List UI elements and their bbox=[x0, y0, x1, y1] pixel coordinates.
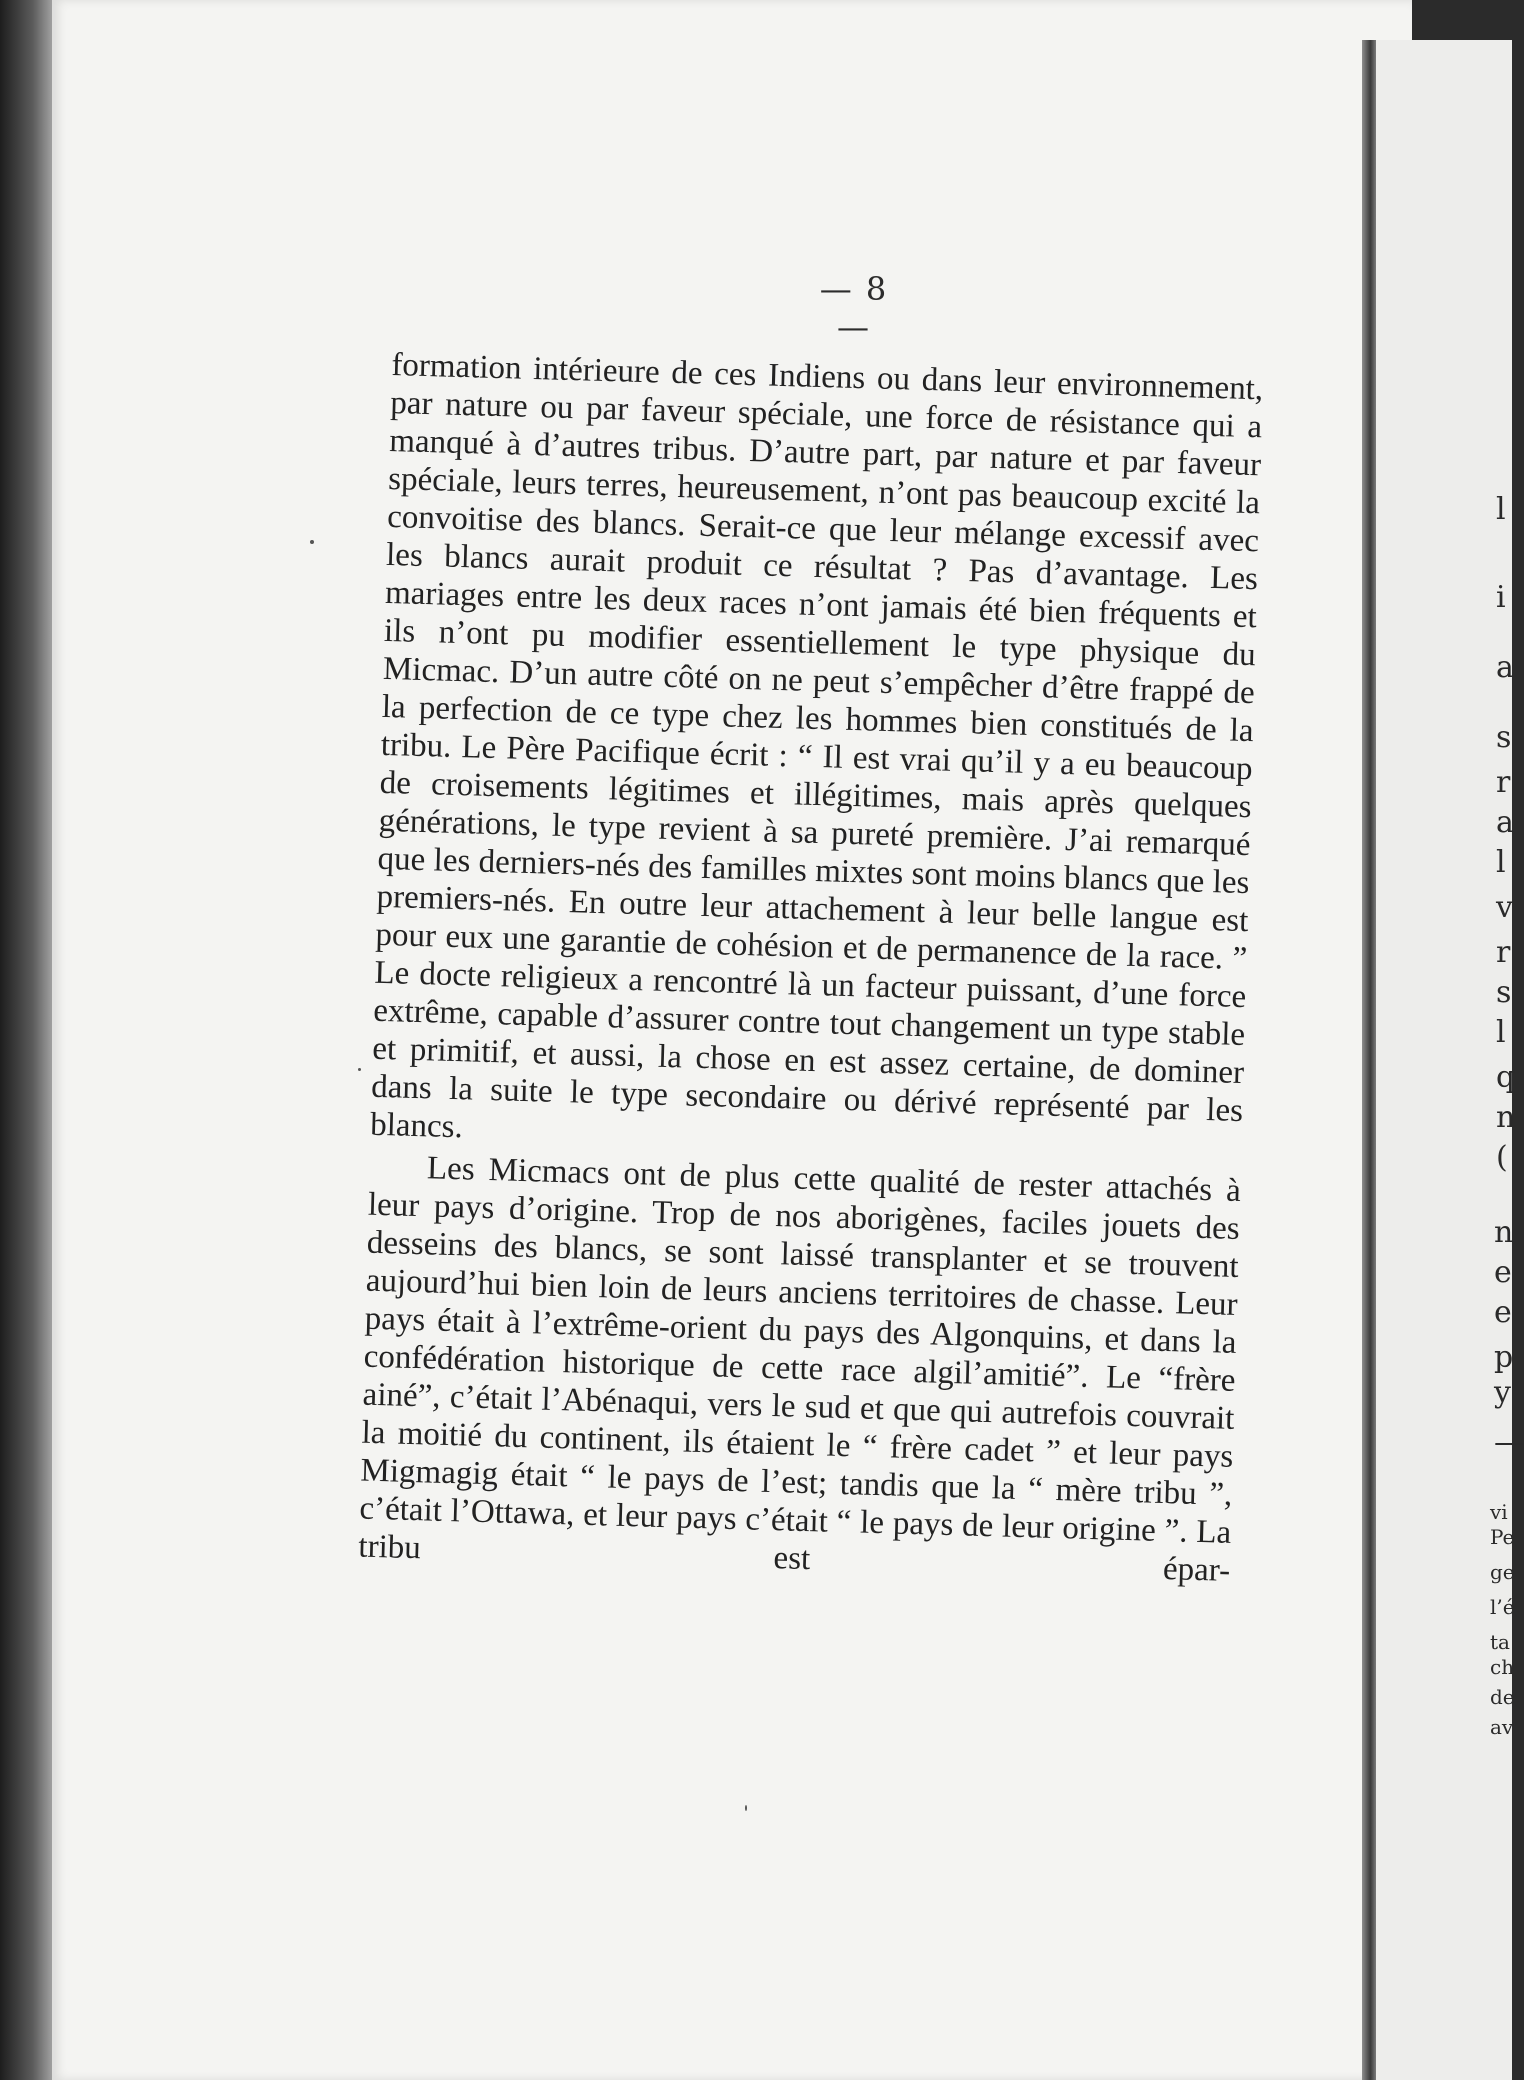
adjacent-page-fragment: i bbox=[1496, 580, 1506, 615]
adjacent-page-fragment: e bbox=[1494, 1295, 1512, 1330]
adjacent-page-fragment: l bbox=[1496, 845, 1506, 880]
adjacent-page-edge bbox=[1376, 40, 1515, 2080]
adjacent-page-fragment: ( bbox=[1496, 1140, 1508, 1175]
adjacent-page-fragment: y bbox=[1494, 1375, 1511, 1410]
adjacent-page-fragment: av bbox=[1490, 1715, 1514, 1739]
adjacent-page-fragment: a bbox=[1496, 650, 1514, 685]
adjacent-page-fragment: ch bbox=[1490, 1655, 1515, 1679]
adjacent-page-fragment: de bbox=[1490, 1685, 1515, 1709]
adjacent-page-fragment: ge bbox=[1490, 1560, 1515, 1584]
book-edge-shadow bbox=[0, 0, 60, 2080]
adjacent-page-fragment: a bbox=[1496, 805, 1514, 840]
adjacent-page-fragment: v bbox=[1496, 890, 1513, 925]
adjacent-page-fragment: n bbox=[1494, 1215, 1514, 1250]
page-number: — 8 — bbox=[819, 270, 889, 346]
adjacent-page-fragment: r bbox=[1496, 765, 1511, 800]
adjacent-page-fragment: s bbox=[1496, 720, 1512, 755]
adjacent-page-fragment: s bbox=[1496, 975, 1512, 1010]
scan-speck bbox=[745, 1805, 747, 1811]
adjacent-page-fragment: l bbox=[1496, 492, 1506, 527]
paragraph-2: Les Micmacs ont de plus cette qualité de rester attachés à leur pays d’origine. Trop de nos aborigènes, faciles jouets des desseins des blancs, se sont laissé transplanter et se trouvent aujourd’hui bien loin de leurs anciens territoires de chasse. Leur pays était à l’extrême-orient du pays des Algonquins, et dans la confédération historique de cette race algil’amitié”. Le “frère ainé”, c’était l’Abénaqui, vers le sud et que qui autrefois couvrait la moitié du continent, ils étaient le “ frère cadet ” et leur pays Migmagig était “ le pays de l’est; tandis que la “ mère tribu ”, c’était l’Ottawa, et leur pays c’était “ le pays de leur origine ”. La tribu est épar- bbox=[357, 1150, 1242, 1589]
book-gutter-fold bbox=[1362, 40, 1376, 2080]
scan-speck bbox=[310, 540, 314, 544]
adjacent-page-fragment: Pe bbox=[1490, 1525, 1515, 1549]
adjacent-page-fragment: ta bbox=[1490, 1630, 1510, 1654]
adjacent-page-fragment: q bbox=[1496, 1060, 1516, 1095]
adjacent-page-fragment: r bbox=[1496, 935, 1511, 970]
scan-speck bbox=[358, 1068, 361, 1071]
adjacent-page-fragment: vi bbox=[1490, 1500, 1508, 1524]
adjacent-page-fragment: n bbox=[1496, 1100, 1516, 1135]
adjacent-page-fragment: l bbox=[1496, 1015, 1506, 1050]
adjacent-page-fragment: — bbox=[1494, 1425, 1524, 1460]
adjacent-page-fragment: p bbox=[1494, 1340, 1514, 1375]
adjacent-page-fragment: l’é bbox=[1490, 1595, 1515, 1619]
body-text bbox=[358, 346, 1264, 1590]
adjacent-page-fragment: e bbox=[1494, 1255, 1512, 1290]
paragraph-1: formation intérieure de ces Indiens ou dans leur environnement, par nature ou par faveur spéciale, une force de résistance qui a manqué à d’autres tribus. D’autre part, par nature et par faveur spéciale, leurs terres, heureusement, n’ont pas beaucoup excité la convoitise des blancs. Serait-ce que leur mélange excessif avec les blancs aurait produit ce résultat ? Pas d’avantage. Les mariages entre les deux races n’ont jamais été bien fréquents et ils n’ont pu modifier essentiellement le type physique du Micmac. D’un autre côté on ne peut s’empêcher d’être frappé de la perfection de ce type chez les hommes bien constitués de la tribu. Le Père Pacifique écrit : “ Il est vrai qu’il y a eu beaucoup de croisements légitimes et illégitimes, mais après quelques générations, le type revient à sa pureté première. J’ai remarqué que les derniers-nés des familles mixtes sont moins blancs que les premiers-nés. En outre leur attachement à leur belle langue est pour eux une garantie de cohésion et de permanence de la race. ” Le docte religieux a rencontré là un facteur puissant, d’une force extrême, capable d’assurer contre tout changement un type stable et primitif, et aussi, la chose en est assez certaine, de dominer dans la suite le type secondaire ou dérivé représenté par les blancs. bbox=[369, 346, 1264, 1146]
